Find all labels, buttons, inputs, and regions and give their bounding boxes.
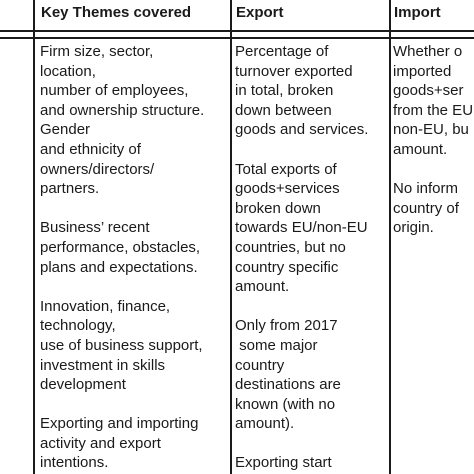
column-divider-1 <box>33 0 35 474</box>
header-import: Import <box>394 4 441 21</box>
column-key-themes <box>40 42 232 473</box>
themes-line: Business’ recent <box>40 219 150 237</box>
themes-line: Firm size, sector, <box>40 43 154 60</box>
import-line: non-EU, bu <box>393 121 469 139</box>
themes-line: location, <box>40 62 96 80</box>
header-rule-top <box>0 30 474 32</box>
import-line: amount. <box>393 140 448 158</box>
themes-line: development <box>40 376 126 394</box>
themes-line: Exporting and importing <box>40 415 199 433</box>
themes-line: partners. <box>40 180 100 198</box>
export-line: towards EU/non-EU <box>235 219 368 237</box>
themes-line: activity and export <box>40 434 161 452</box>
export-line: countries, but no <box>235 238 346 256</box>
themes-line: and ethnicity of <box>40 140 141 158</box>
import-line: No inform <box>393 180 459 198</box>
import-line: origin. <box>393 219 434 237</box>
export-line: goods+services <box>235 180 340 198</box>
themes-line: Gender <box>40 121 91 139</box>
themes-line: technology, <box>40 317 116 335</box>
export-line: turnover exported <box>235 62 353 80</box>
column-export <box>235 42 387 473</box>
import-line: imported <box>393 62 452 80</box>
header-key-themes: Key Themes covered <box>41 4 192 21</box>
themes-line: investment in skills <box>40 356 166 374</box>
export-line: Only from 2017 <box>235 317 338 335</box>
export-line: Total exports of <box>235 160 337 178</box>
header-export: Export <box>236 4 284 21</box>
import-line: goods+ser <box>393 82 464 100</box>
themes-line: performance, obstacles, <box>40 238 201 256</box>
export-line: country specific <box>235 258 339 276</box>
export-line: broken down <box>235 199 321 217</box>
export-line: Percentage of <box>235 43 329 60</box>
export-line: country <box>235 356 285 374</box>
header-rule-bottom <box>0 37 474 39</box>
export-line: down between <box>235 101 332 119</box>
export-line: some major <box>235 336 318 354</box>
export-line: destinations are <box>235 376 341 394</box>
themes-line: owners/directors/ <box>40 160 155 178</box>
import-line: from the EU <box>393 101 474 119</box>
export-line: goods and services. <box>235 121 369 139</box>
export-line: Exporting start <box>235 454 332 472</box>
themes-line: use of business support, <box>40 336 203 354</box>
themes-line: number of employees, <box>40 82 189 100</box>
export-line: amount. <box>235 278 290 296</box>
themes-line: Innovation, finance, <box>40 297 171 315</box>
export-line: known (with no <box>235 395 336 413</box>
themes-line: and ownership structure. <box>40 101 205 119</box>
themes-line: plans and expectations. <box>40 258 198 276</box>
import-line: Whether o <box>393 43 463 60</box>
column-divider-3 <box>389 0 391 474</box>
themes-line: intentions. <box>40 454 109 472</box>
export-line: amount). <box>235 415 295 433</box>
column-import <box>393 42 474 238</box>
import-line: country of <box>393 199 459 217</box>
export-line: in total, broken <box>235 82 334 100</box>
